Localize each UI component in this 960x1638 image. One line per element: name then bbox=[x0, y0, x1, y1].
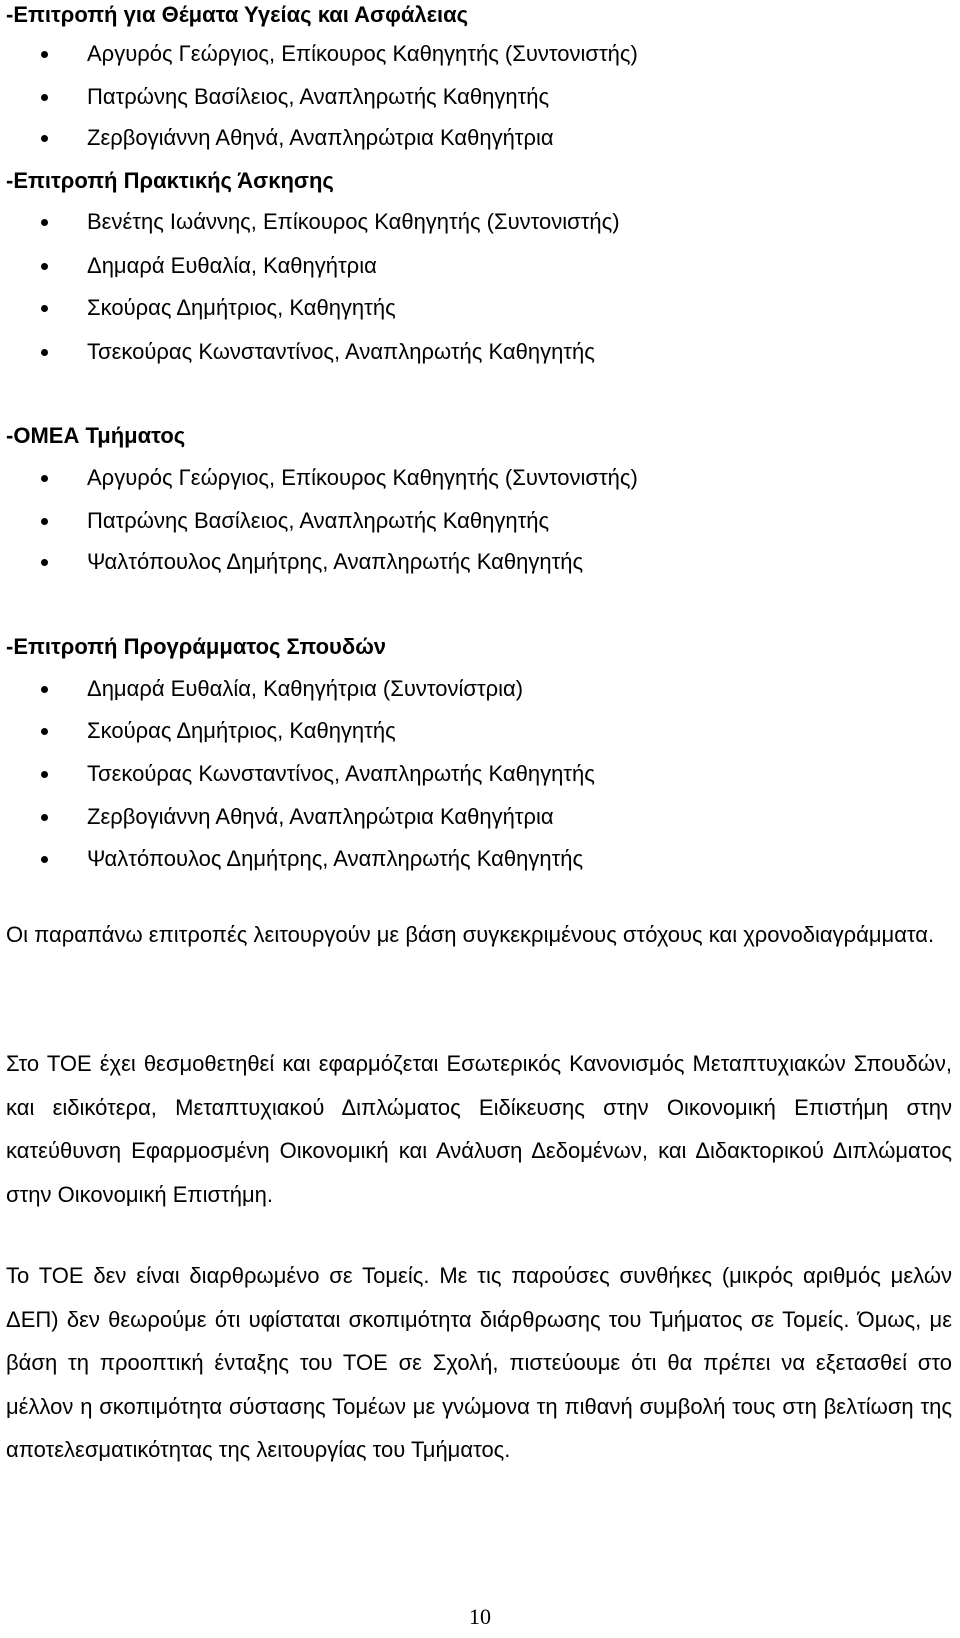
bullet-icon bbox=[41, 518, 48, 525]
paragraph-regulations: Στο ΤΟΕ έχει θεσμοθετηθεί και εφαρμόζεται Εσωτερικός Κανονισμός Μεταπτυχιακών Σπουδών, και ειδικότερα, Μεταπτυχιακού Διπλώματος Ειδίκευσης στην Οικονομική Επιστήμη στην κατεύθυνση Εφαρμοσμένη Οικονομική και Ανάλυση Δεδομένων, και Διδακτορικού Διπλώματος στην Οικονομική Επιστήμη. bbox=[6, 1051, 952, 1207]
bullet-icon bbox=[41, 771, 48, 778]
member-name: Ψαλτόπουλος Δημήτρης, Αναπληρωτής Καθηγητής bbox=[87, 846, 584, 871]
bullet-icon bbox=[41, 814, 48, 821]
member-name: Πατρώνης Βασίλειος, Αναπληρωτής Καθηγητής bbox=[87, 84, 550, 109]
member-name: Αργυρός Γεώργιος, Επίκουρος Καθηγητής (Συντονιστής) bbox=[87, 465, 638, 490]
member-name: Σκούρας Δημήτριος, Καθηγητής bbox=[87, 718, 396, 743]
paragraph-sectors: Το ΤΟΕ δεν είναι διαρθρωμένο σε Τομείς. Με τις παρούσες συνθήκες (μικρός αριθμός μελών ΔΕΠ) δεν θεωρούμε ότι υφίσταται σκοπιμότητα διάρθρωσης του Τμήματος σε Τομείς. Όμως, με βάση τη προοπτική ένταξης του ΤΟΕ σε Σχολή, πιστεύουμε ότι θα πρέπει να εξετασθεί στο μέλλον η σκοπιμότητα σύστασης Τομέων με γνώμονα τη πιθανή συμβολή τους στη βελτίωση της αποτελεσματικότητας της λειτουργίας του Τμήματος. bbox=[6, 1263, 952, 1462]
member-name: Ζερβογιάννη Αθηνά, Αναπληρώτρια Καθηγήτρια bbox=[87, 804, 554, 829]
bullet-icon bbox=[41, 856, 48, 863]
member-name: Τσεκούρας Κωνσταντίνος, Αναπληρωτής Καθηγητής bbox=[87, 339, 595, 364]
member-name: Πατρώνης Βασίλειος, Αναπληρωτής Καθηγητής bbox=[87, 508, 550, 533]
member-name: Δημαρά Ευθαλία, Καθηγήτρια (Συντονίστρια) bbox=[87, 676, 524, 701]
bullet-icon bbox=[41, 51, 48, 58]
member-name: Ζερβογιάννη Αθηνά, Αναπληρώτρια Καθηγήτρια bbox=[87, 125, 554, 150]
page-number: 10 bbox=[469, 1604, 491, 1629]
paragraph-committees: Οι παραπάνω επιτροπές λειτουργούν με βάση συγκεκριμένους στόχους και χρονοδιαγράμματα. bbox=[6, 922, 935, 947]
bullet-icon bbox=[41, 94, 48, 101]
member-name: Τσεκούρας Κωνσταντίνος, Αναπληρωτής Καθηγητής bbox=[87, 761, 595, 786]
bullet-icon bbox=[41, 219, 48, 226]
member-name: Δημαρά Ευθαλία, Καθηγήτρια bbox=[87, 253, 377, 278]
bullet-icon bbox=[41, 686, 48, 693]
bullet-icon bbox=[41, 305, 48, 312]
section-heading-internship: -Επιτροπή Πρακτικής Άσκησης bbox=[6, 168, 334, 193]
bullet-icon bbox=[41, 728, 48, 735]
bullet-icon bbox=[41, 135, 48, 142]
bullet-icon bbox=[41, 263, 48, 270]
section-heading-curriculum: -Επιτροπή Προγράμματος Σπουδών bbox=[6, 634, 387, 659]
member-name: Βενέτης Ιωάννης, Επίκουρος Καθηγητής (Συντονιστής) bbox=[87, 209, 620, 234]
section-heading-health-safety: -Επιτροπή για Θέματα Υγείας και Ασφάλειας bbox=[6, 2, 469, 27]
bullet-icon bbox=[41, 349, 48, 356]
member-name: Σκούρας Δημήτριος, Καθηγητής bbox=[87, 295, 396, 320]
bullet-icon bbox=[41, 475, 48, 482]
member-name: Αργυρός Γεώργιος, Επίκουρος Καθηγητής (Συντονιστής) bbox=[87, 41, 638, 66]
section-heading-omea: -ΟΜΕΑ Τμήματος bbox=[6, 423, 186, 448]
bullet-icon bbox=[41, 559, 48, 566]
member-name: Ψαλτόπουλος Δημήτρης, Αναπληρωτής Καθηγητής bbox=[87, 549, 584, 574]
